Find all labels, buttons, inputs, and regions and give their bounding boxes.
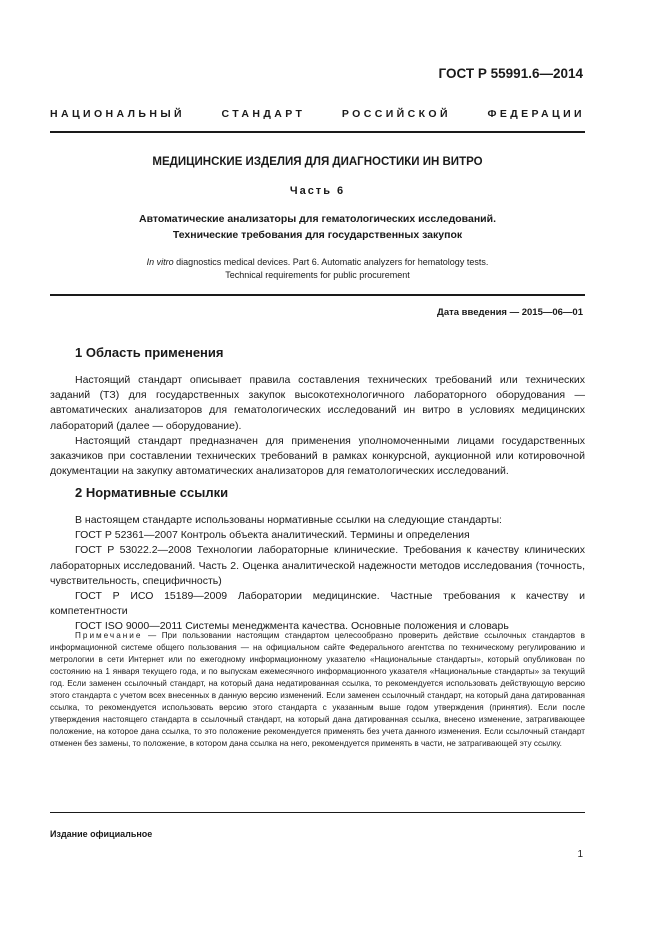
edition-label: Издание официальное (50, 829, 153, 839)
note-label: Примечание (75, 631, 143, 640)
english-italic: In vitro (146, 257, 174, 267)
banner-word: НАЦИОНАЛЬНЫЙ (50, 108, 185, 120)
section-1-body (50, 373, 585, 479)
paragraph: Настоящий стандарт предназначен для применения уполномоченными лицами государственных заказчиков при составлении технических требований в рамках конкурсной, аукционной или котировочной документации на закупку автоматических анализаторов для гематологических исследований. (50, 434, 585, 478)
note-paragraph (50, 630, 585, 750)
document-title: МЕДИЦИНСКИЕ ИЗДЕЛИЯ ДЛЯ ДИАГНОСТИКИ ИН ВИТРО (152, 156, 483, 168)
banner-word: СТАНДАРТ (221, 108, 306, 120)
subtitle-line: Технические требования для государственных закупок (172, 229, 463, 241)
top-divider (50, 131, 585, 133)
national-standard-banner (50, 108, 585, 120)
introduction-date: Дата введения — 2015—06—01 (437, 307, 583, 318)
reference-item: ГОСТ ISO 9000—2011 Системы менеджмента качества. Основные положения и словарь (75, 620, 509, 633)
english-title (50, 256, 585, 282)
english-title-line: Technical requirements for public procurement (225, 270, 410, 280)
section-2-heading: 2 Нормативные ссылки (75, 485, 229, 500)
page-number: 1 (577, 849, 583, 860)
banner-word: ФЕДЕРАЦИИ (487, 108, 585, 120)
normative-references (50, 513, 585, 635)
paragraph: Настоящий стандарт описывает правила составления технических требований или технических заданий (ТЗ) для государственных закупок высокотехнологичного лабораторного оборудования — автоматических анализаторов для гематологических исследований ин витро в условиях медицинских лабораторий (далее — оборудование). (50, 374, 585, 432)
document-code: ГОСТ Р 55991.6—2014 (438, 66, 583, 81)
english-title-rest: diagnostics medical devices. Part 6. Automatic analyzers for hematology tests. (173, 257, 489, 267)
note-block (50, 630, 585, 750)
reference-item: ГОСТ Р 52361—2007 Контроль объекта аналитический. Термины и определения (75, 529, 470, 542)
footer-divider (50, 812, 585, 813)
subtitle-line: Автоматические анализаторы для гематологических исследований. (139, 213, 496, 225)
banner-word: РОССИЙСКОЙ (341, 108, 451, 120)
title-divider (50, 294, 585, 296)
reference-item: ГОСТ Р 53022.2—2008 Технологии лабораторные клинические. Требования к качеству клинических лабораторных исследований. Часть 2. Оценка аналитической надежности методов исследования (точность, чувствительность, специфичность) (50, 544, 585, 587)
section-1-heading: 1 Область применения (75, 345, 224, 360)
document-part: Часть 6 (289, 185, 346, 197)
references-intro: В настоящем стандарте использованы нормативные ссылки на следующие стандарты: (75, 514, 502, 526)
document-subtitle (50, 211, 585, 243)
english-title-line (50, 256, 585, 269)
reference-item: ГОСТ Р ИСО 15189—2009 Лаборатории медицинские. Частные требования к качеству и компетентности (50, 590, 585, 618)
note-text: — При пользовании настоящим стандартом целесообразно проверить действие ссылочных стандартов в информационной системе общего пользования — на официальном сайте Федерального агентства по техническому регулированию и метрологии в сети Интернет или по ежегодному информационному указателю «Национальные стандарты», который опубликован по состоянию на 1 января текущего года, и по выпускам ежемесячного информационного указателя «Национальные стандарты» за текущий год. Если заменен ссылочный стандарт, на который дана недатированная ссылка, то рекомендуется использовать действующую версию этого стандарта с учетом всех внесенных в данную версию изменений. Если заменен ссылочный стандарт, на который дана датированная ссылка, то рекомендуется использовать версию этого стандарта с указанным выше годом утверждения (принятия). Если после утверждения настоящего стандарта в ссылочный стандарт, на который дана датированная ссылка, внесено изменение, затрагивающее положение, на которое дана ссылка, то это положение рекомендуется применять без учета данного изменения. Если ссылочный стандарт отменен без замены, то положение, в котором дана ссылка на него, рекомендуется применять в части, не затрагивающей эту ссылку. (50, 631, 585, 748)
